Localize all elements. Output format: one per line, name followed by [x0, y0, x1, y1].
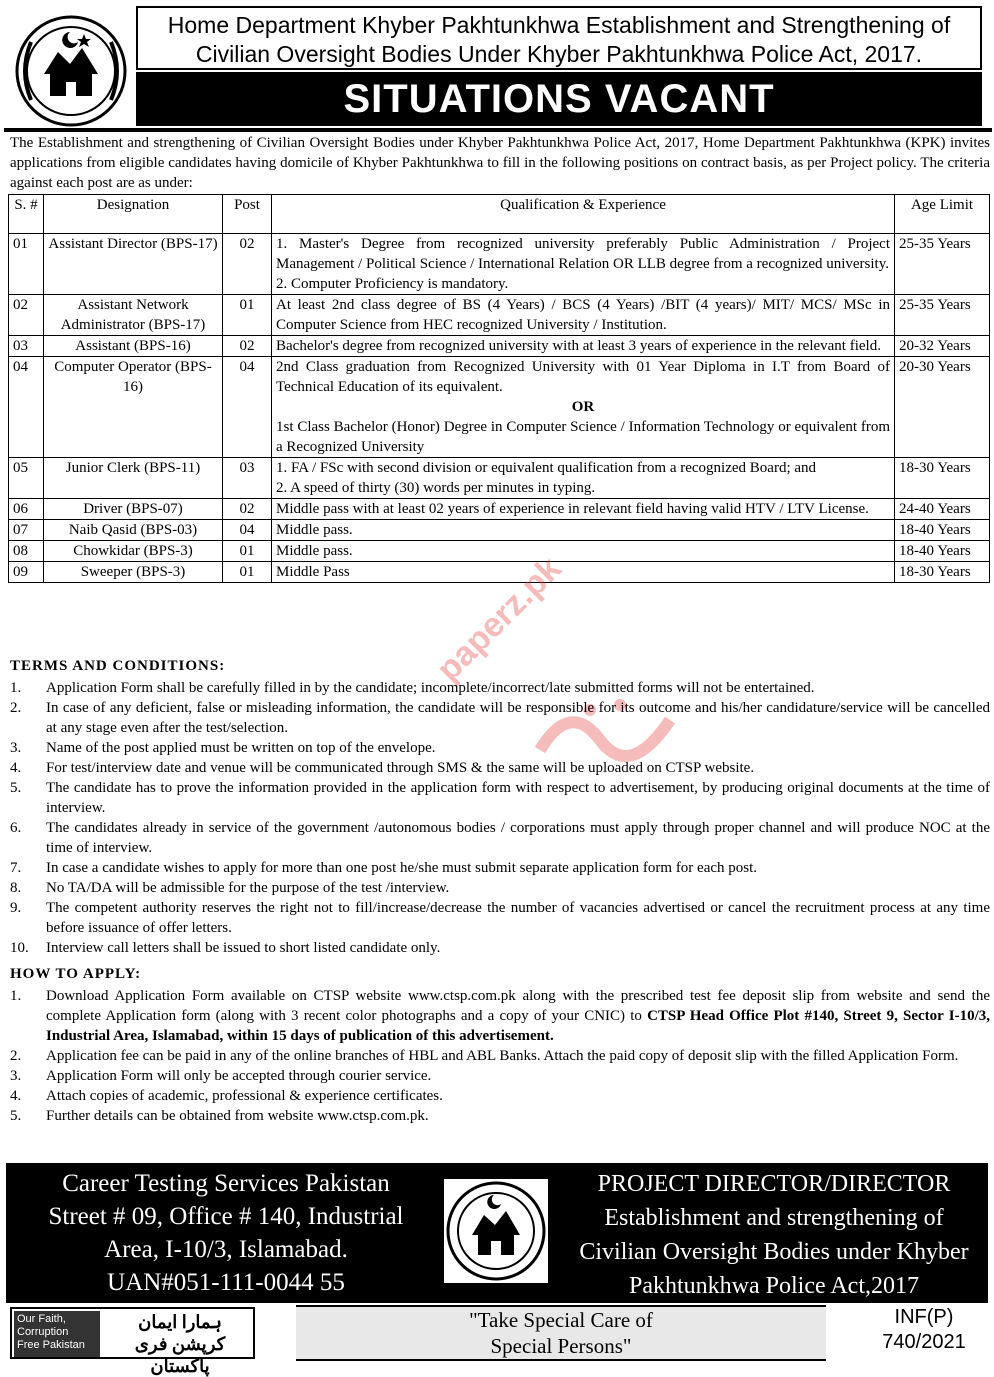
table-row — [9, 520, 990, 541]
table-row — [9, 336, 990, 357]
header-sno: S. # — [9, 195, 44, 234]
list-item: 5. Further details can be obtained from website www.ctsp.com.pk. — [10, 1108, 429, 1124]
watermark-text: paperz.pk — [429, 549, 569, 689]
header-divider — [4, 128, 992, 132]
cell-designation: Assistant Director (BPS-17) — [44, 234, 223, 295]
header-designation: Designation — [44, 195, 223, 234]
header-line-2: Civilian Oversight Bodies Under Khyber Pakhtunkhwa Police Act, 2017. — [195, 41, 923, 67]
list-item: 1. Download Application Form available on CTSP website www.ctsp.com.pk along with the prescribed test fee deposit slip from website and send the complete Application form (along with 3 recent color photographs and a copy of your CNIC) to CTSP Head Office Plot #140, Street 9, Sector I-10/3, Industrial Area, Islamabad, within 15 days of publication of this advertisement. — [10, 988, 990, 1044]
cell-age-limit: 25-35 Years — [895, 234, 990, 295]
cell-qualification — [272, 357, 895, 458]
qualification-line: Middle pass with at least 02 years of experience in relevant field having valid HTV / LTV License. — [276, 501, 869, 517]
cell-qualification — [272, 562, 895, 583]
ctsp-line-4: UAN#051-111-0044 55 — [107, 1269, 345, 1296]
header-post: Post — [223, 195, 272, 234]
faith-urdu: ہمارا ایمان کرپشن فری پاکستان — [134, 1312, 226, 1376]
intro-paragraph: The Establishment and strengthening of Civilian Oversight Bodies under Khyber Pakhtunkhwa Police Act, 2017, Home Department Pakhtunkhwa (KPK) invites applications from eligible candidates having domicile of Khyber Pakhtunkhwa to fill in the following positions on contract basis, as per Project policy. The criteria against each post are as under: — [10, 135, 990, 191]
director-line-3: Civilian Oversight Bodies under Khyber — [579, 1239, 969, 1265]
list-item: 9. The competent authority reserves the right not to fill/increase/decrease the number of vacancies advertised or cancel the recruitment process at any time before issuance of offer letters. — [10, 900, 990, 936]
cell-post: 02 — [223, 234, 272, 295]
header-line-1: Home Department Khyber Pakhtunkhwa Establishment and Strengthening of — [167, 12, 951, 38]
cell-post: 04 — [223, 357, 272, 458]
cell-age-limit: 20-30 Years — [895, 357, 990, 458]
cell-designation: Assistant Network Administrator (BPS-17) — [44, 295, 223, 336]
cell-sno: 03 — [9, 336, 44, 357]
list-item: 3. Name of the post applied must be written on top of the envelope. — [10, 740, 436, 756]
director-line-1: PROJECT DIRECTOR/DIRECTOR — [597, 1171, 951, 1197]
list-item: 2. In case of any deficient, false or misleading information, the candidate will be responsible for its outcome and his/her candidature/service will be cancelled at any stage even after the test/selection. — [10, 700, 990, 736]
qualification-line: 1. Master's Degree from recognized university preferably Public Administration / Project Management / Political Science / International Relation OR LLB degree from a recognized university. — [276, 236, 890, 272]
ctsp-line-3: Area, I-10/3, Islamabad. — [104, 1236, 348, 1263]
cell-designation: Naib Qasid (BPS-03) — [44, 520, 223, 541]
cell-post: 04 — [223, 520, 272, 541]
apply-item-1-text: Download Application Form available on CTSP website www.ctsp.com.pk along with the prescribed test fee deposit slip from website and send the complete Application form (along with 3 recent color photographs and a copy of your CNIC) to — [46, 988, 990, 1024]
cell-post: 01 — [223, 541, 272, 562]
qualification-line: Middle pass. — [276, 522, 353, 538]
cell-qualification — [272, 541, 895, 562]
cell-designation: Assistant (BPS-16) — [44, 336, 223, 357]
cell-post: 01 — [223, 295, 272, 336]
cell-sno: 08 — [9, 541, 44, 562]
cell-qualification — [272, 295, 895, 336]
qualification-line: Middle pass. — [276, 543, 353, 559]
cell-sno: 02 — [9, 295, 44, 336]
cell-age-limit: 25-35 Years — [895, 295, 990, 336]
cell-sno: 04 — [9, 357, 44, 458]
cell-qualification — [272, 234, 895, 295]
footer-panel — [6, 1163, 988, 1303]
corruption-free-badge — [10, 1307, 255, 1376]
list-item: 5. The candidate has to prove the information provided in the application form with respect to advertisement, by producing original documents at the time of interview. — [10, 780, 990, 816]
apply-title: HOW TO APPLY: — [10, 966, 142, 982]
qualification-line: 1st Class Bachelor (Honor) Degree in Computer Science / Information Technology or equivalent from a Recognized University — [276, 419, 890, 455]
cell-age-limit: 24-40 Years — [895, 499, 990, 520]
qualification-line: 2. Computer Proficiency is mandatory. — [276, 276, 509, 292]
table-row — [9, 562, 990, 583]
ctsp-address — [6, 1167, 446, 1299]
or-separator: OR — [571, 399, 595, 415]
list-item: 2. Application fee can be paid in any of the online branches of HBL and ABL Banks. Attach the paid copy of deposit slip with the filled Application Form. — [10, 1048, 959, 1064]
kp-government-logo-footer — [444, 1179, 548, 1283]
terms-title: TERMS AND CONDITIONS: — [10, 658, 226, 674]
kp-government-logo — [14, 12, 128, 130]
list-item: 7. In case a candidate wishes to apply for more than one post he/she must submit separate application form for each post. — [10, 860, 758, 876]
cell-sno: 05 — [9, 458, 44, 499]
cell-age-limit: 18-40 Years — [895, 520, 990, 541]
list-item: 4. For test/interview date and venue will be communicated through SMS & the same will be uploaded on CTSP website. — [10, 760, 755, 776]
cell-sno: 06 — [9, 499, 44, 520]
director-line-4: Pakhtunkhwa Police Act,2017 — [629, 1273, 919, 1299]
cell-qualification — [272, 499, 895, 520]
cell-age-limit: 18-30 Years — [895, 562, 990, 583]
cell-designation: Junior Clerk (BPS-11) — [44, 458, 223, 499]
cell-sno: 01 — [9, 234, 44, 295]
cell-designation: Computer Operator (BPS-16) — [44, 357, 223, 458]
table-header-row — [9, 195, 990, 234]
table-row — [9, 458, 990, 499]
cell-designation: Chowkidar (BPS-3) — [44, 541, 223, 562]
cell-age-limit: 18-40 Years — [895, 541, 990, 562]
header-qualification: Qualification & Experience — [272, 195, 895, 234]
special-persons-motto: "Take Special Care of Special Persons" — [296, 1305, 826, 1361]
qualification-line: 1. FA / FSc with second division or equivalent qualification from a recognized Board; and — [276, 460, 817, 476]
vacancy-table — [8, 194, 990, 583]
table-row — [9, 295, 990, 336]
cell-qualification — [272, 458, 895, 499]
terms-list — [10, 678, 990, 958]
apply-item-1-address: CTSP Head Office Plot #140, Street 9, Sector I-10/3, Industrial Area, Islamabad, within 15 days of publication of this advertisement. — [46, 1008, 990, 1044]
cell-sno: 07 — [9, 520, 44, 541]
qualification-line: Middle Pass — [276, 564, 350, 580]
table-row — [9, 541, 990, 562]
list-item: 1. Application Form shall be carefully filled in by the candidate; incomplete/incorrect/late submitted forms will not be entertained. — [10, 680, 815, 696]
table-row — [9, 499, 990, 520]
cell-age-limit: 18-30 Years — [895, 458, 990, 499]
list-item: 10. Interview call letters shall be issued to short listed candidate only. — [10, 940, 441, 956]
ctsp-line-2: Street # 09, Office # 140, Industrial — [48, 1203, 404, 1230]
situations-vacant-banner: SITUATIONS VACANT — [136, 72, 982, 126]
project-director-block — [566, 1167, 982, 1303]
cell-post: 03 — [223, 458, 272, 499]
list-item: 3. Application Form will only be accepted through courier service. — [10, 1068, 432, 1084]
list-item: 4. Attach copies of academic, professional & experience certificates. — [10, 1088, 443, 1104]
cell-post: 02 — [223, 336, 272, 357]
qualification-line: At least 2nd class degree of BS (4 Years) / BCS (4 Years) /BIT (4 years)/ MIT/ MCS/ MSc in Computer Science from HEC recognized University / Institution. — [276, 297, 890, 333]
cell-post: 02 — [223, 499, 272, 520]
list-item: 6. The candidates already in service of the government /autonomous bodies / corporations must apply through proper channel and will produce NOC at the time of interview. — [10, 820, 990, 856]
faith-english: Our Faith, Corruption Free Pakistan — [14, 1311, 100, 1357]
cell-qualification — [272, 336, 895, 357]
qualification-line: Bachelor's degree from recognized university with at least 3 years of experience in the relevant field. — [276, 338, 881, 354]
list-item: 8. No TA/DA will be admissible for the purpose of the test /interview. — [10, 880, 450, 896]
header-title-box — [136, 6, 982, 70]
table-row — [9, 234, 990, 295]
inf-number: INF(P) 740/2021 — [882, 1306, 966, 1353]
cell-designation: Sweeper (BPS-3) — [44, 562, 223, 583]
cell-designation: Driver (BPS-07) — [44, 499, 223, 520]
cell-sno: 09 — [9, 562, 44, 583]
apply-list — [10, 986, 990, 1126]
director-line-2: Establishment and strengthening of — [604, 1205, 944, 1231]
cell-post: 01 — [223, 562, 272, 583]
table-row — [9, 357, 990, 458]
footer-bar — [6, 1303, 988, 1376]
header-age-limit: Age Limit — [895, 195, 990, 234]
cell-age-limit: 20-32 Years — [895, 336, 990, 357]
qualification-line: 2nd Class graduation from Recognized University with 01 Year Diploma in I.T from Board of Technical Education of its equivalent. — [276, 359, 890, 395]
qualification-line: 2. A speed of thirty (30) words per minutes in typing. — [276, 480, 596, 496]
ctsp-line-1: Career Testing Services Pakistan — [62, 1170, 390, 1197]
cell-qualification — [272, 520, 895, 541]
